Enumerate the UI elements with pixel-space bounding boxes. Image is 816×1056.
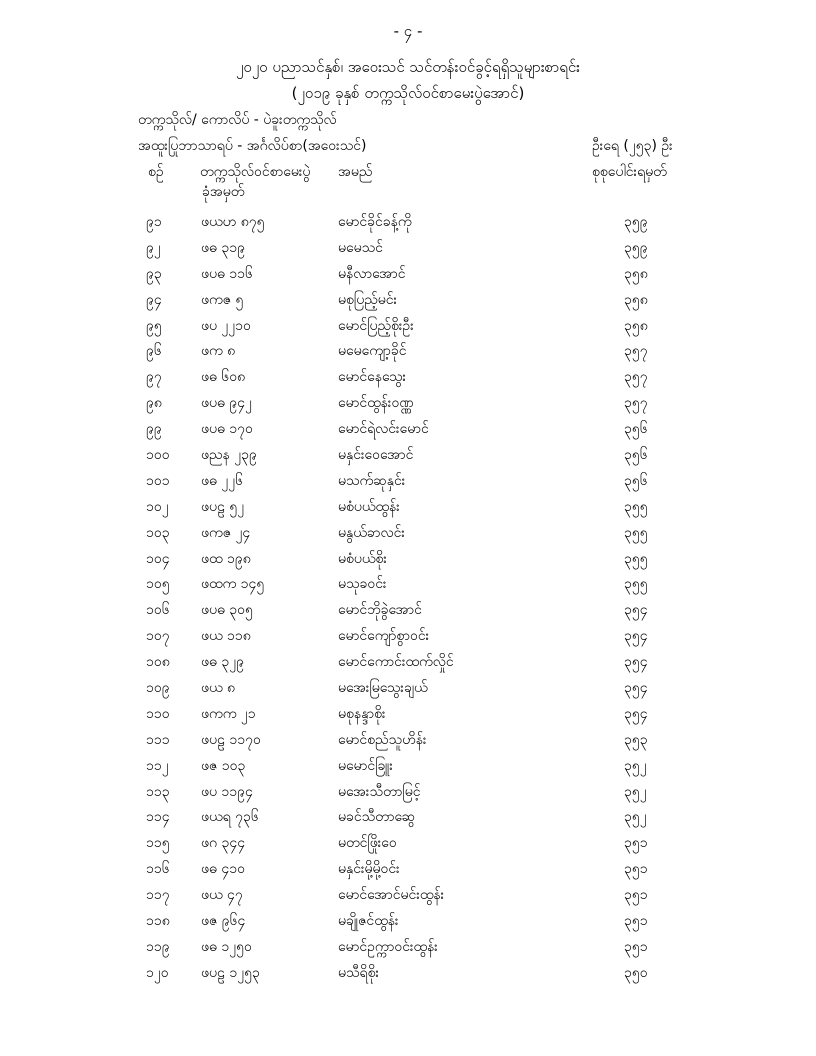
table-row (0, 626, 816, 652)
row-roll: ဖပ ၂၂၁၀ (201, 317, 251, 334)
row-roll: ဖဇ ၁၀၃ (201, 757, 246, 774)
row-name: မသီရိစိုး (338, 964, 380, 981)
table-row (0, 316, 816, 342)
row-marks: ၃၅၀ (624, 964, 648, 981)
table-row (0, 574, 816, 600)
row-marks: ၃၅၂ (624, 809, 647, 826)
row-roll: ဖဓ ၃၂၉ (201, 654, 244, 671)
table-row (0, 419, 816, 445)
row-no: ၁၁၆ (146, 861, 170, 878)
row-no: ၉၉ (146, 421, 162, 438)
row-roll: ဖဂ ၃၄၄ (201, 835, 246, 852)
document-title: ၂၀၂၀ ပညာသင်နှစ်၊ အဝေးသင် သင်တန်းဝင်ခွင့်ရရှိသူများစာရင်း (236, 58, 580, 76)
header-no: စဉ် (148, 164, 164, 180)
row-no: ၁၀၄ (146, 550, 170, 567)
row-name: မမေကျော့ခိုင် (338, 343, 407, 360)
row-marks: ၃၅၄ (624, 654, 648, 671)
row-no: ၉၃ (146, 265, 162, 282)
row-no: ၁၁၁ (146, 731, 170, 748)
row-name: မစုနန္ဒာစိုး (338, 705, 386, 722)
row-marks: ၃၅၁ (624, 913, 648, 930)
row-no: ၁၀၉ (146, 680, 170, 697)
row-name: မောင်ဘိုခွဲအောင် (338, 602, 422, 619)
row-marks: ၃၅၅ (624, 524, 648, 541)
row-no: ၁၀၃ (146, 524, 170, 541)
row-no: ၁၀၈ (146, 654, 170, 671)
row-marks: ၃၅၁ (624, 938, 648, 955)
row-roll: ဖဓ ၁၂၅၀ (201, 938, 252, 955)
row-roll: ဖပဠ ၁၁၇၀ (201, 731, 261, 748)
row-marks: ၃၅၄ (624, 602, 648, 619)
row-marks: ၃၅၁ (624, 887, 648, 904)
row-name: မသက်ဆုနှင်း (338, 472, 406, 489)
header-roll-2: ခုံအမှတ် (202, 184, 245, 200)
table-row (0, 497, 816, 523)
row-roll: ဖပဓ ၁၇၀ (201, 421, 253, 438)
row-marks: ၃၅၄ (624, 628, 648, 645)
row-no: ၁၁၀ (146, 705, 170, 722)
row-roll: ဖပဓ ၁၁၆ (201, 265, 253, 282)
row-name: မောင်ကောင်းထက်လှိုင် (338, 654, 454, 671)
header-name: အမည် (338, 164, 373, 180)
document-subtitle: (၂၀၁၉ ခုနှစ် တက္ကသိုလ်ဝင်စာမေးပွဲအောင်) (291, 84, 525, 102)
table-row (0, 393, 816, 419)
row-no: ၁၀၅ (146, 576, 170, 593)
row-marks: ၃၅၄ (624, 705, 648, 722)
row-name: မသုခဝင်း (338, 576, 387, 593)
row-name: မခင်သီတာဆွေ (338, 809, 416, 826)
table-row (0, 782, 816, 808)
row-marks: ၃၅၈ (624, 317, 648, 334)
row-name: မောင်နေသွေး (338, 369, 407, 386)
table-row (0, 963, 816, 989)
row-marks: ၃၅၉ (624, 214, 648, 230)
row-no: ၉၄ (146, 291, 162, 308)
row-marks: ၃၅၇ (624, 395, 648, 412)
row-name: မမောင်ခြူး (338, 757, 393, 774)
row-name: မနွယ်ခာလင်း (338, 524, 405, 541)
row-no: ၉၆ (146, 343, 162, 360)
row-no: ၉၅ (146, 317, 162, 334)
row-no: ၁၁၅ (146, 835, 170, 852)
row-roll: ဖကဇ ၅ (201, 291, 244, 308)
header-roll: တက္ကသိုလ်ဝင်စာမေးပွဲ (200, 164, 311, 180)
table-row (0, 756, 816, 782)
row-name: မောင်စည်သူဟိန်း (338, 731, 427, 748)
row-roll: ဖပဓ ၉၄၂ (201, 395, 252, 412)
row-marks: ၃၅၆ (624, 447, 648, 464)
table-row (0, 549, 816, 575)
row-marks: ၃၅၁ (624, 861, 648, 878)
row-roll: ဖဇ ၉၆၄ (201, 913, 246, 930)
row-marks: ၃၅၅ (624, 498, 648, 515)
table-row (0, 212, 816, 238)
row-marks: ၃၅၇ (624, 343, 648, 360)
row-no: ၁၁၂ (146, 757, 169, 774)
row-no: ၁၁၄ (146, 809, 170, 826)
row-name: မအေးသီတာမြင့် (338, 783, 421, 800)
row-name: မောင်ရဲလင်းမောင် (338, 421, 429, 438)
row-roll: ဖဓ ၃၁၉ (201, 239, 245, 256)
results-table (0, 212, 816, 989)
row-roll: ဖယ ၈ (201, 680, 236, 697)
table-row (0, 238, 816, 264)
row-roll: ဖယဟ ၈၇၅ (201, 214, 265, 230)
row-name: မအေးမြသွေးချယ် (338, 680, 428, 697)
row-no: ၉၁ (146, 214, 162, 230)
row-name: မောင်ပြည့်စိုးဦး (338, 317, 414, 334)
row-roll: ဖပဠ ၁၂၅၃ (201, 964, 260, 981)
row-roll: ဖညန ၂၃၉ (201, 447, 257, 464)
row-marks: ၃၅၉ (624, 239, 648, 256)
row-name: မောင်ကျော်စွာဝင်း (338, 628, 430, 645)
table-row (0, 678, 816, 704)
row-roll: ဖပ ၁၁၉၄ (201, 783, 253, 800)
row-roll: ဖယရ ၇၃၆ (201, 809, 259, 826)
row-no: ၁၂၀ (146, 964, 169, 981)
row-marks: ၃၅၂ (624, 783, 647, 800)
row-no: ၉၈ (146, 395, 162, 412)
table-row (0, 652, 816, 678)
row-roll: ဖထက ၁၄၅ (201, 576, 265, 593)
page-number: - ၄ - (393, 22, 423, 40)
row-marks: ၃၅၈ (624, 265, 648, 282)
row-roll: ဖပဠ ၅၂ (201, 498, 245, 515)
row-no: ၁၀၆ (146, 602, 170, 619)
row-no: ၁၀၇ (146, 628, 170, 645)
row-marks: ၃၅၅ (624, 576, 648, 593)
row-no: ၁၀၀ (146, 447, 170, 464)
row-no: ၉၂ (146, 239, 161, 256)
row-name: မောင်ခိုင်ခန့်ကို (338, 214, 412, 230)
row-no: ၁၀၁ (146, 472, 170, 489)
row-roll: ဖထ ၁၉၈ (201, 550, 251, 567)
row-marks: ၃၅၃ (624, 731, 648, 748)
table-row (0, 730, 816, 756)
row-roll: ဖက ၈ (201, 343, 236, 360)
table-row (0, 445, 816, 471)
row-name: မနှင်းဝေအောင် (338, 447, 414, 464)
header-marks: စုစုပေါင်းရမှတ် (592, 164, 667, 180)
row-marks: ၃၅၂ (624, 757, 647, 774)
table-row (0, 807, 816, 833)
row-roll: ဖယ ၄၇ (201, 887, 243, 904)
row-no: ၁၁၉ (146, 938, 170, 955)
total-count: ဦးရေ (၂၅၃) ဦး (592, 138, 673, 154)
row-name: မတင်ဖြိုးဝေ (338, 835, 397, 852)
row-marks: ၃၅၅ (624, 550, 648, 567)
row-no: ၁၁၇ (146, 887, 170, 904)
table-row (0, 911, 816, 937)
table-row (0, 471, 816, 497)
row-roll: ဖကဇ ၂၄ (201, 524, 251, 541)
row-no: ၁၁၈ (146, 913, 170, 930)
table-row (0, 937, 816, 963)
row-name: မစံပယ်ထွန်း (338, 498, 400, 515)
row-name: မစံပယ်စိုး (338, 550, 387, 567)
row-name: မစုပြည့်မင်း (338, 291, 398, 308)
row-marks: ၃၅၇ (624, 369, 648, 386)
table-row (0, 704, 816, 730)
row-roll: ဖယ ၁၁၈ (201, 628, 251, 645)
row-marks: ၃၅၆ (624, 472, 648, 489)
table-row (0, 523, 816, 549)
table-row (0, 833, 816, 859)
university-line: တက္ကသိုလ်/ ကောလိပ် - ပဲခူးတက္ကသိုလ် (138, 112, 337, 128)
major-line: အထူးပြုဘာသာရပ် - အင်္ဂလိပ်စာ(အဝေးသင်) (138, 138, 367, 154)
table-row (0, 367, 816, 393)
row-roll: ဖကက ၂၁ (201, 705, 256, 722)
table-row (0, 290, 816, 316)
table-row (0, 859, 816, 885)
row-roll: ဖဓ ၆၀၈ (201, 369, 246, 386)
row-no: ၁၁၃ (146, 783, 170, 800)
row-no: ၉၇ (146, 369, 162, 386)
row-name: မနှင်းမို့မို့ဝင်း (338, 861, 400, 878)
row-roll: ဖဓ ၂၂၆ (201, 472, 243, 489)
row-marks: ၃၅၄ (624, 680, 648, 697)
row-roll: ဖဓ ၄၁၀ (201, 861, 245, 878)
row-name: မမေသင် (338, 239, 383, 256)
row-name: မောင်အောင်မင်းထွန်း (338, 887, 445, 904)
row-name: မနီလာအောင် (338, 265, 406, 282)
row-marks: ၃၅၆ (624, 421, 648, 438)
table-row (0, 264, 816, 290)
row-name: မချိုဇင်ထွန်း (338, 913, 399, 930)
table-row (0, 885, 816, 911)
row-no: ၁၀၂ (146, 498, 169, 515)
table-row (0, 341, 816, 367)
row-marks: ၃၅၈ (624, 291, 648, 308)
row-name: မောင်ထွန်းဝဏ္ဏ (338, 395, 414, 412)
row-marks: ၃၅၁ (624, 835, 648, 852)
row-roll: ဖပဓ ၃၀၅ (201, 602, 253, 619)
row-name: မောင်ဥက္ကာဝင်းထွန်း (338, 938, 438, 955)
table-row (0, 600, 816, 626)
